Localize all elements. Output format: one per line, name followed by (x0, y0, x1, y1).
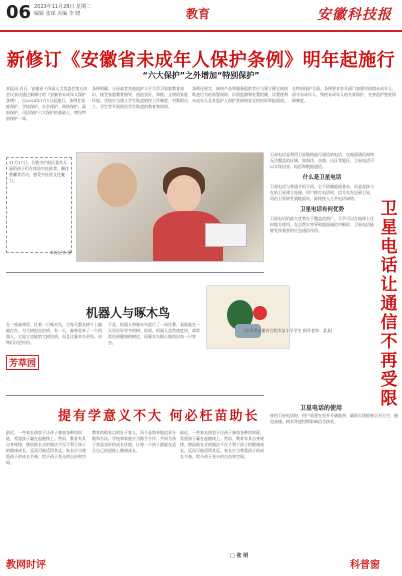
story-author: (作者系安徽省合肥市某小学学生 指导老师：某某) (244, 328, 333, 333)
right-paragraph: 卫星电话与普通手机不同，它不依赖地面基站，而是直接与在轨卫星建立连接。用户拨打电话时，信号先发送到卫星，再由卫星转发到地面站，最终接入公共电话网络。 (270, 184, 374, 201)
right-paragraph: 使用卫星电话时，用户需要在室外开阔地带，确保天线能够正对天空，避免高楼、树木等遮挡物影响信号接收。 (270, 413, 398, 424)
article-column-3 (192, 86, 288, 158)
commentary-title: 提有学意义不大 何必枉苗助长 (58, 409, 260, 424)
date-text: 2023年11月28日 星期二 (34, 4, 92, 10)
article-column-1 (6, 86, 88, 154)
story-title: 机器人与啄木鸟 (86, 306, 171, 320)
dateline (34, 4, 91, 18)
article-column-2 (92, 86, 188, 158)
right-subheading: 什么是卫星电话 (302, 175, 342, 181)
photo-adult-figure (97, 163, 137, 207)
photo-child-face (167, 175, 201, 213)
right-paragraph: 卫星电话的最大优势在于覆盖范围广，几乎可以在地球上任何地方使用。在自然灾害导致地面通信中断时，卫星电话能够发挥重要的应急通信作用。 (270, 216, 374, 233)
commentary-column-3 (180, 430, 264, 548)
woodpecker-head (253, 306, 267, 320)
divider (6, 272, 264, 273)
article-paragraph: 在特别保护方面，条例要求有关部门加强对困境未成年人、留守未成年人、残疾未成年人的关爱保护，完善监护兜底保障制度。 (292, 86, 396, 103)
right-article-lower (270, 413, 398, 548)
commentary-column-2 (92, 430, 176, 548)
news-photo (76, 152, 264, 262)
right-subheading-3: 卫星电话的使用 (300, 405, 343, 412)
column-tag-kepuchuang: 科普窗 (350, 560, 380, 571)
story-paragraph: 于是，机器人和啄木鸟进行了一场比赛，看谁能在一天里治好更多的树。结果，机器人虽然速度快，却常常伤到健康的树皮，而啄木鸟细心地找出每一只害虫。 (108, 322, 200, 345)
page-header (0, 0, 402, 32)
photo-credit: 本报记者 摄 (50, 250, 72, 255)
right-article (270, 152, 374, 404)
editors-text: 编辑 张琛 美编 李 晓 (34, 11, 81, 17)
column-tag-fangcaoyuan: 芳草园 (6, 355, 39, 370)
right-subheading: 卫星电话有何优势 (299, 207, 344, 213)
photo-tray (205, 223, 247, 247)
story-column-2 (108, 322, 202, 380)
divider (6, 395, 264, 396)
caption-text: 11月17日，合肥市庐阳区某幼儿园的孩子们在体验中医推拿、制作香囊等活动，感受中医药文化魅力。 (9, 160, 69, 183)
commentary-author: □ 张 明 (230, 553, 249, 559)
woodpecker-illustration (206, 285, 290, 349)
main-subhead: “六大保护”之外增加“特别保护” (142, 71, 260, 80)
article-paragraph: 本报讯 近日，安徽省十四届人大常委会第五次会议表决通过新修订的《安徽省未成年人保护条例》，自2024年1月1日起施行。条例在家庭保护、学校保护、社会保护、网络保护、政府保护、司法保护六大保护的基础上，增设特别保护一章。 (6, 86, 88, 121)
page-number: 06 (6, 2, 32, 23)
photo-caption-box (6, 157, 72, 253)
vertical-headline: 卫星电话让通信不再受限 (380, 199, 398, 409)
right-paragraph: 卫星电话是利用卫星链路进行通信的电话，在地面通信网络无法覆盖的区域，如海洋、沙漠、山区等地区，卫星电话可以实现语音、短信和数据通信。 (270, 152, 374, 169)
story-paragraph: 在一座森林里，住着一只啄木鸟，它每天都在树干上敲敲打打，为大树捉虫治病。有一天，森林里来了一个机器人，它说它也能给大树治病，而且比啄木鸟更快。动物们议论纷纷。 (6, 322, 102, 345)
article-paragraph: 条例明确，父母或者其他监护人应当学习家庭教育知识，接受家庭教育指导，创造良好、和睦、文明的家庭环境。学校应当建立学生欺凌防控工作制度，对教职员工、学生等开展防治学生欺凌的教育和培训。 (92, 86, 188, 109)
commentary-paragraph: 最近，一些家长热衷于让孩子参加各种培训班，希望孩子赢在起跑线上。然而，教育有其自身规律，揠苗助长式的做法不仅不利于孩子的健康成长，反而可能适得其反。家长应当尊重孩子的成长节奏，给予孩子充分的自由和空间。 (180, 430, 264, 459)
section-title: 教育 (186, 7, 211, 21)
commentary-column-1 (6, 430, 88, 548)
article-paragraph: 条例还规定，网络产品和服务提供者应当建立健全网络欺凌行为的预警预防、识别监测和处置机制，设置便利未成年人及其监护人保护其网络安全的投诉举报渠道。 (192, 86, 288, 103)
story-column-1 (6, 322, 104, 352)
article-column-4 (292, 86, 396, 146)
commentary-paragraph: 教育的根本目的在于育人，而不是简单地追求分数和名次。学校和家庭应当携手合作，共同为孩子营造良好的成长环境，让每一个孩子都能在适合自己的道路上健康成长。 (92, 430, 176, 453)
column-tag-jiaowangshiping: 教网时评 (6, 560, 46, 571)
main-headline: 新修订《安徽省未成年人保护条例》明年起施行 (6, 50, 396, 71)
commentary-paragraph: 最近，一些家长热衷于让孩子参加各种培训班，希望孩子赢在起跑线上。然而，教育有其自身规律，揠苗助长式的做法不仅不利于孩子的健康成长，反而可能适得其反。家长应当尊重孩子的成长节奏，给予孩子充分的自由和空间。 (6, 430, 86, 465)
brand-logo: 安徽科技报 (317, 7, 392, 23)
